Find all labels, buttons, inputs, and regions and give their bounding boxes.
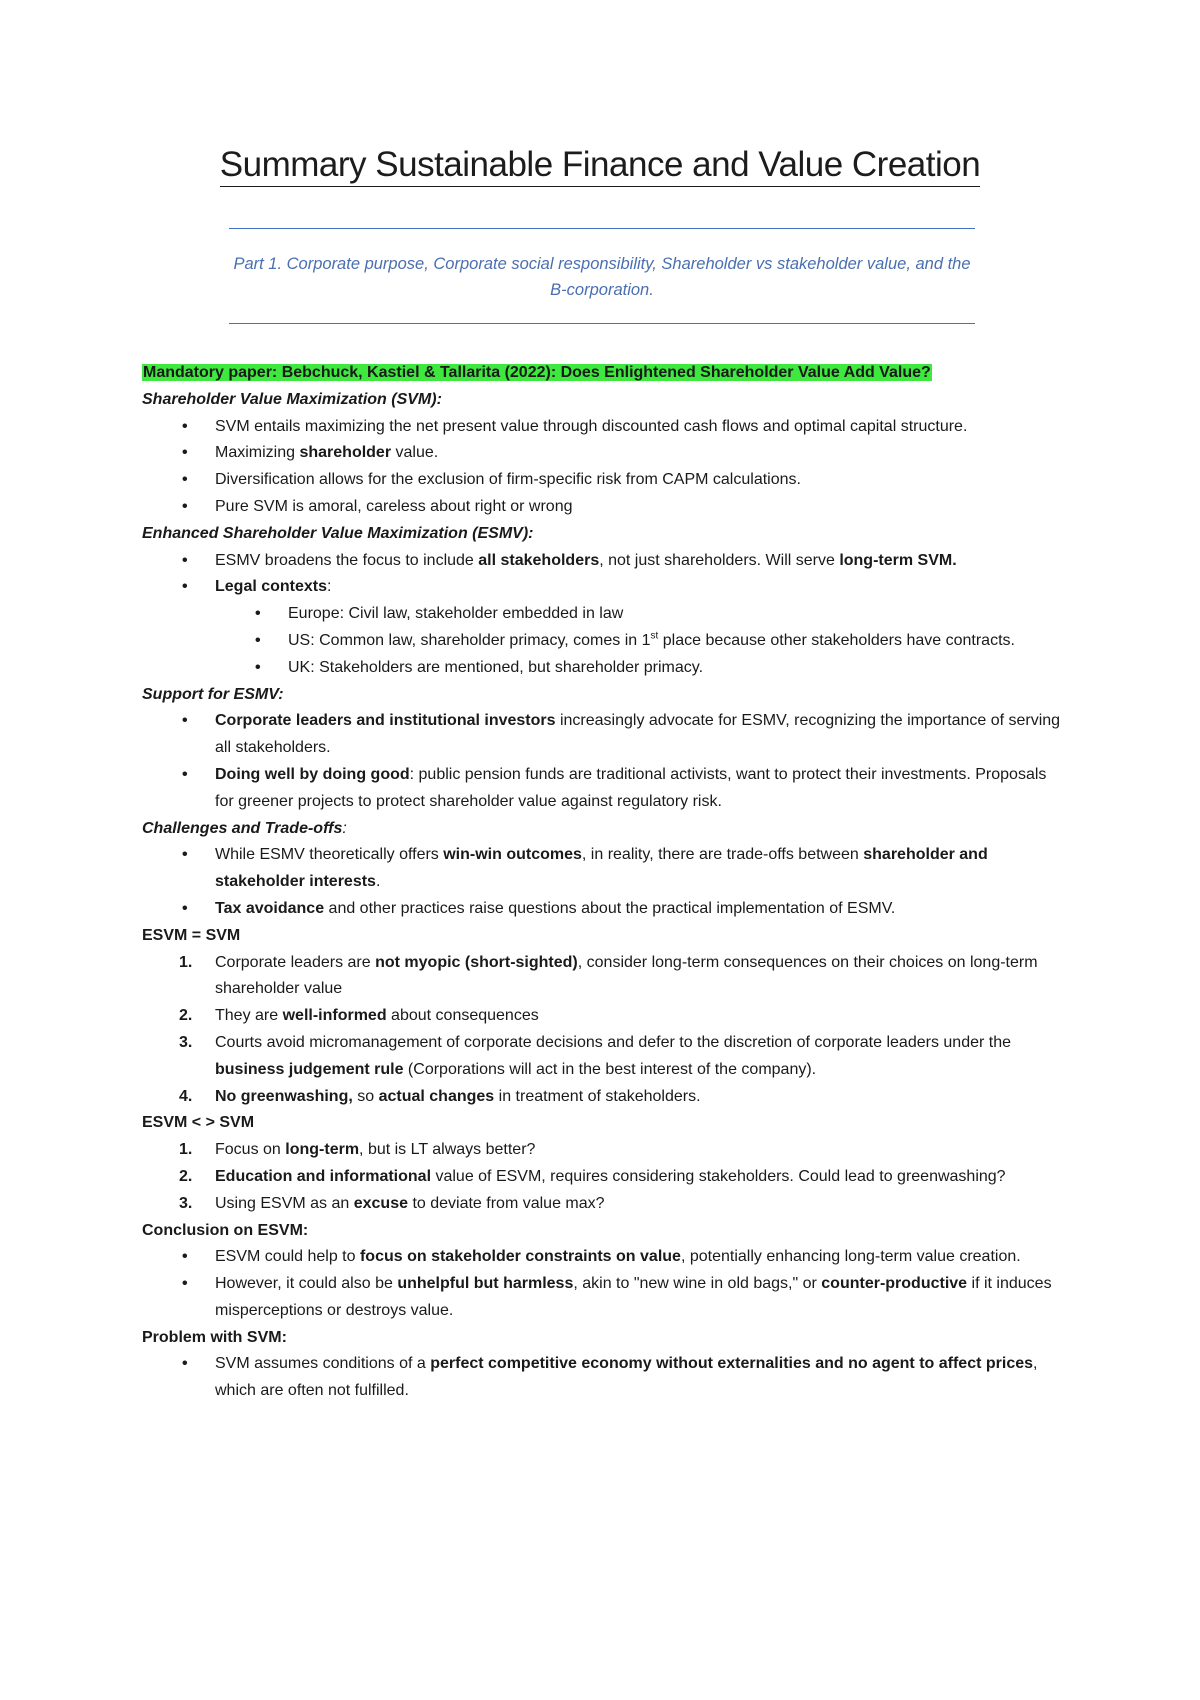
bullet-icon: • — [182, 899, 188, 917]
numbered-item: 2. Education and informational value of ESVM, requires considering stakeholders. Could lead to greenwashing? — [179, 1167, 1006, 1185]
conclusion-heading: Conclusion on ESVM: — [142, 1221, 309, 1239]
list-item: • Legal contexts: — [142, 574, 1062, 601]
list-item: • While ESMV theoretically offers win-win outcomes, in reality, there are trade-offs between shareholder and stakeholder interests. — [142, 842, 1062, 896]
document-title-text: Summary Sustainable Finance and Value Creation — [220, 145, 980, 187]
esmv-heading: Enhanced Shareholder Value Maximization (ESMV): — [142, 524, 534, 542]
esmv-list — [142, 548, 1062, 682]
esvm-equals-heading: ESVM = SVM — [142, 926, 241, 944]
bullet-icon: • — [182, 578, 188, 596]
numbered-item: 3. Using ESVM as an excuse to deviate from value max? — [179, 1194, 605, 1212]
document-title — [0, 145, 1200, 185]
challenges-heading: Challenges and Trade-offs: — [142, 819, 347, 837]
bullet-icon: • — [182, 765, 188, 783]
numbered-item: 1. Focus on long-term, but is LT always better? — [179, 1141, 536, 1159]
esvm-equals-list — [142, 950, 1062, 1111]
list-item: • ESMV broadens the focus to include all stakeholders, not just shareholders. Will serve long-term SVM. — [142, 548, 1062, 575]
list-item: • However, it could also be unhelpful but harmless, akin to "new wine in old bags," or counter-productive if it induces misperceptions or destroys value. — [142, 1271, 1062, 1325]
list-item: • Doing well by doing good: public pension funds are traditional activists, want to protect their investments. Proposals for greener projects to protect shareholder value against regulatory risk. — [142, 762, 1062, 816]
bullet-icon: • — [182, 497, 188, 515]
bullet-icon: • — [255, 605, 261, 623]
bullet-icon: • — [182, 1248, 188, 1266]
challenges-list — [142, 842, 1062, 922]
svm-list — [142, 414, 1062, 521]
esvm-not-equal-list — [142, 1137, 1062, 1217]
bullet-icon: • — [182, 1275, 188, 1293]
list-item: • SVM assumes conditions of a perfect competitive economy without externalities and no agent to affect prices, which are often not fulfilled. — [142, 1351, 1062, 1405]
bullet-icon: • — [182, 471, 188, 489]
subtitle-top-rule — [229, 228, 975, 229]
sub-list-item: • US: Common law, shareholder primacy, comes in 1st place because other stakeholders have contracts. — [142, 628, 1062, 655]
problem-heading: Problem with SVM: — [142, 1328, 287, 1346]
document-body — [142, 360, 1062, 1405]
svm-heading: Shareholder Value Maximization (SVM): — [142, 390, 442, 408]
subtitle-bottom-rule — [229, 323, 975, 324]
bullet-icon: • — [182, 712, 188, 730]
numbered-item: 2. They are well-informed about consequences — [179, 1007, 539, 1025]
support-heading: Support for ESMV: — [142, 685, 284, 703]
sub-list-item: • UK: Stakeholders are mentioned, but shareholder primacy. — [142, 655, 1062, 682]
bullet-icon: • — [182, 444, 188, 462]
numbered-item: 4. No greenwashing, so actual changes in treatment of stakeholders. — [179, 1087, 701, 1105]
problem-list — [142, 1351, 1062, 1405]
mandatory-paper-highlight: Mandatory paper: Bebchuck, Kastiel & Tallarita (2022): Does Enlightened Shareholder Value Add Value? — [143, 364, 931, 381]
list-item: • SVM entails maximizing the net present value through discounted cash flows and optimal capital structure. — [142, 414, 1062, 441]
list-item: • Tax avoidance and other practices raise questions about the practical implementation of ESMV. — [142, 896, 1062, 923]
bullet-icon: • — [182, 417, 188, 435]
bullet-icon: • — [255, 658, 261, 676]
bullet-icon: • — [182, 1355, 188, 1373]
bullet-icon: • — [255, 631, 261, 649]
support-list — [142, 708, 1062, 815]
numbered-item: 1. Corporate leaders are not myopic (short-sighted), consider long-term consequences on their choices on long-term shareholder value — [179, 953, 1038, 998]
numbered-item: 3. Courts avoid micromanagement of corporate decisions and defer to the discretion of corporate leaders under the business judgement rule (Corporations will act in the best interest of the company). — [179, 1033, 1011, 1078]
sub-list-item: • Europe: Civil law, stakeholder embedded in law — [142, 601, 1062, 628]
list-item: • Corporate leaders and institutional investors increasingly advocate for ESMV, recognizing the importance of serving all stakeholders. — [142, 708, 1062, 762]
bullet-icon: • — [182, 551, 188, 569]
list-item: • ESVM could help to focus on stakeholder constraints on value, potentially enhancing long-term value creation. — [142, 1244, 1062, 1271]
mandatory-paper-line — [142, 360, 1062, 387]
list-item: • Maximizing shareholder value. — [142, 440, 1062, 467]
part-subtitle: Part 1. Corporate purpose, Corporate social responsibility, Shareholder vs stakeholder value, and the B-corporation. — [233, 255, 971, 299]
list-item: • Pure SVM is amoral, careless about right or wrong — [142, 494, 1062, 521]
bullet-icon: • — [182, 846, 188, 864]
esvm-not-equal-heading: ESVM < > SVM — [142, 1114, 255, 1132]
conclusion-list — [142, 1244, 1062, 1324]
list-item: • Diversification allows for the exclusion of firm-specific risk from CAPM calculations. — [142, 467, 1062, 494]
